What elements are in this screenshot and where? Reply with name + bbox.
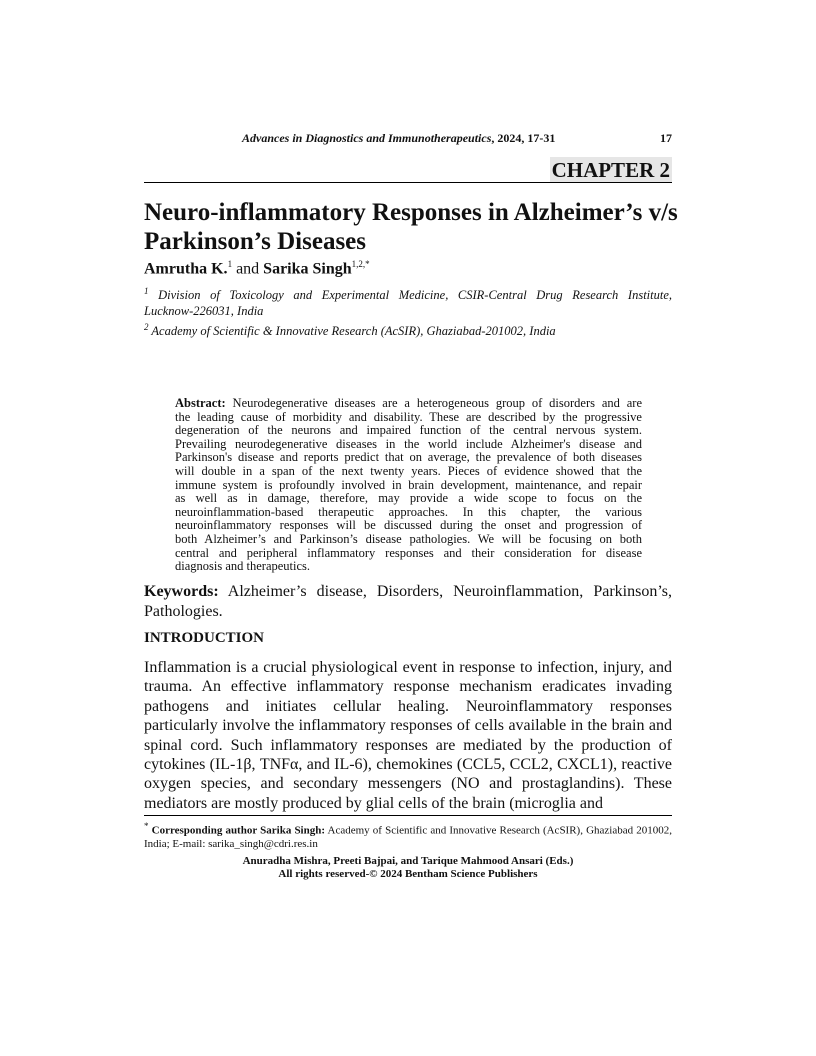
journal-meta: , 2024, 17-31 <box>491 131 556 145</box>
text-line: Abstract: Neurodegenerative diseases are a heterogeneous group of disorders and are <box>175 396 642 410</box>
author-name: Amrutha K. <box>144 260 228 278</box>
text-line: neuroinflammation-based therapeutic approaches. In this chapter, the various <box>175 504 642 519</box>
affiliation: $^2$ Academy of Scientific & Innovative Research (AcSIR), Ghaziabad-201002, India <box>144 322 556 339</box>
text-line: diagnosis and therapeutics. <box>175 559 311 574</box>
affiliation: $^1$ Division of Toxicology and Experimental Medicine, CSIR-Central Drug Research Institute, Lucknow-226031, India <box>144 286 673 319</box>
divider <box>144 182 672 183</box>
text-line: Parkinson's disease and reports predict that on average, the prevalence of both diseases <box>175 450 642 465</box>
text-line: trauma. An effective inflammatory response mechanism eradicates invading <box>144 678 672 696</box>
text-line: Prevailing neurodegenerative diseases in the world include Alzheimer's disease and <box>175 436 642 451</box>
authors: Amrutha K.$^1$ and Sarika Singh$^{1,2,*}$ <box>144 259 370 278</box>
title-line: Neuro-inflammatory Responses in Alzheimer’s v/s <box>144 199 678 226</box>
text-line: mediators are mostly produced by glial cells of the brain (microglia and <box>144 794 603 812</box>
text-line: Inflammation is a crucial physiological event in response to infection, injury, and <box>144 659 672 676</box>
text-line: degeneration of the neurons and impaired function of the central nervous system. <box>175 423 642 438</box>
chapter-label: CHAPTER 2 <box>551 158 670 182</box>
text-line: particularly involve the inflammatory responses of cells available in the brain and <box>144 717 672 735</box>
text-line: central and peripheral inflammatory responses and their consideration for disease <box>175 545 642 560</box>
text-line: spinal cord. Such inflammatory responses are mediated by the production of <box>144 736 672 754</box>
text-line: neuroinflammatory responses will be discussed during the onset and progression of <box>175 518 642 533</box>
keywords: Keywords: Alzheimer’s disease, Disorders, Neuroinflammation, Parkinson’s, Pathologies. <box>144 583 672 620</box>
copyright: All rights reserved-© 2024 Bentham Science Publishers <box>278 868 538 880</box>
intro-paragraph <box>144 658 672 813</box>
text-line: oxygen species, and secondary messengers (NO and prostaglandins). These <box>144 775 672 793</box>
chapter-title <box>144 198 678 256</box>
text-line: immune system is profoundly involved in brain development, maintenance, and repair <box>175 477 642 492</box>
text-line: pathogens and initiates cellular healing. Neuroinflammatory responses <box>144 697 672 715</box>
journal-name: Advances in Diagnostics and Immunotherapeutics <box>242 131 492 145</box>
footnote-divider <box>144 815 672 816</box>
text-line: as well as in damage, therefore, may provide a wide scope to focus on the <box>175 491 642 506</box>
editors: Anuradha Mishra, Preeti Bajpai, and Tarique Mahmood Ansari (Eds.) <box>242 855 574 867</box>
abstract <box>175 397 642 574</box>
publisher-footer <box>144 855 672 881</box>
keywords-label: Keywords: <box>144 583 219 600</box>
section-heading: INTRODUCTION <box>144 630 265 646</box>
author-name: Sarika Singh <box>263 260 352 278</box>
title-line: Parkinson’s Diseases <box>144 228 367 255</box>
text-line: the leading cause of morbidity and disability. These are described by the progressive <box>175 409 642 424</box>
text-line: cytokines (IL-1β, TNFα, and IL-6), chemokines (CCL5, CCL2, CXCL1), reactive <box>144 756 672 774</box>
abstract-label: Abstract: <box>175 396 226 410</box>
text-line: will double in a span of the next twenty years. Pieces of evidence showed that the <box>175 463 642 478</box>
page-number: 17 <box>660 131 672 145</box>
footnote: * Corresponding author Sarika Singh: Academy of Scientific and Innovative Research (AcSIR), Ghaziabad 201002, India; E-mail: sarika_singh@cdri.res.in <box>144 821 672 850</box>
text-line: both Alzheimer’s and Parkinson’s disease pathologies. We will be focusing on both <box>175 531 642 546</box>
